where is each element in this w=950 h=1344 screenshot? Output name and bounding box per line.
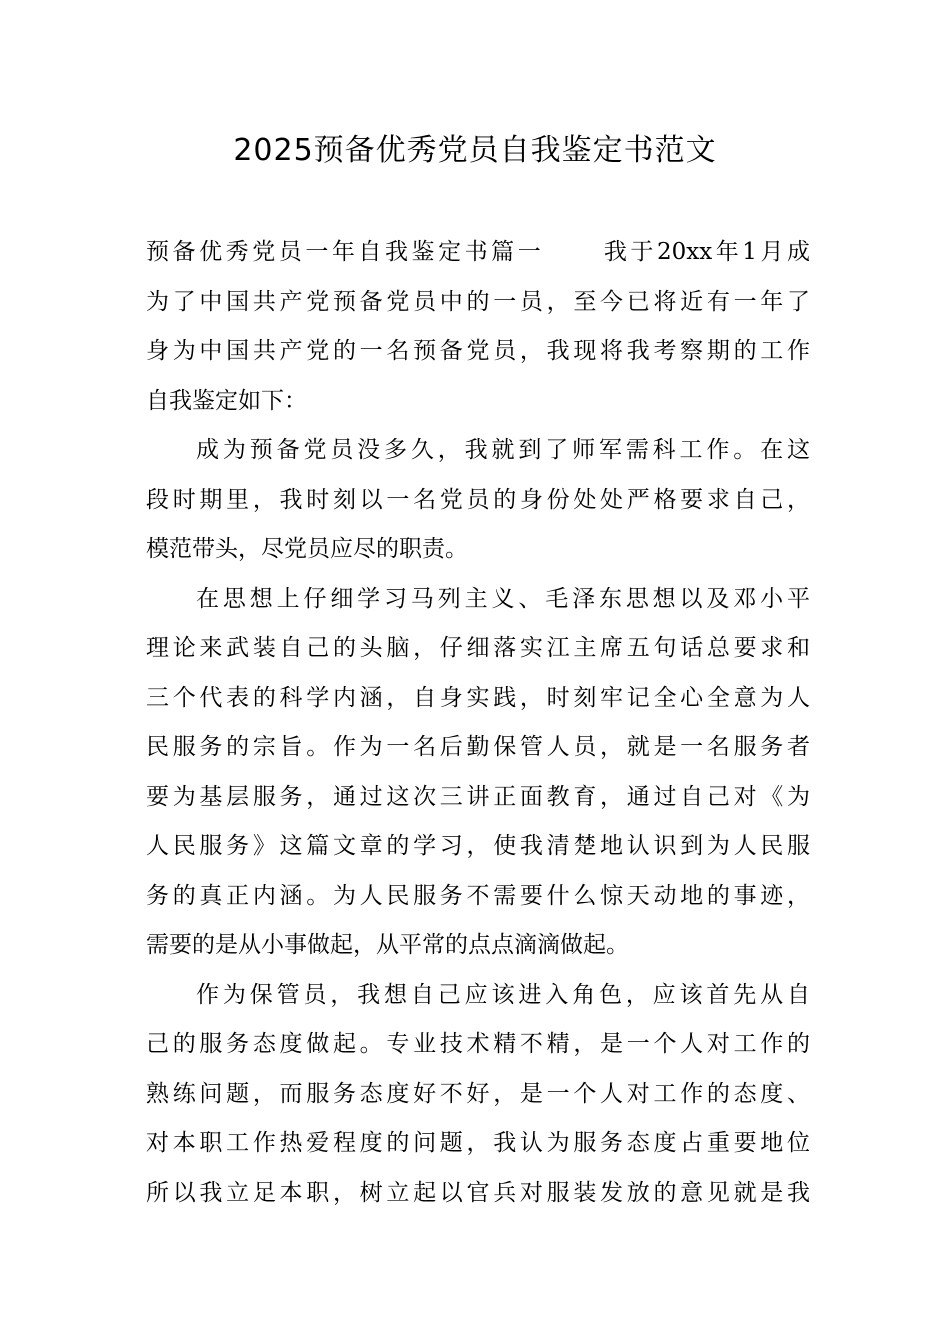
- text-line-8: 在思想上仔细学习马列主义、毛泽东思想以及邓小平: [196, 585, 810, 612]
- text-line-7: 模范带头，尽党员应尽的职责。: [146, 536, 468, 562]
- text-line-3: 身为中国共产党的一名预备党员，我现将我考察期的工作: [146, 338, 810, 364]
- document-title: 2025预备优秀党员自我鉴定书范文: [233, 133, 717, 168]
- text-line-20: 所以我立足本职，树立起以官兵对服装发放的意见就是我: [146, 1179, 810, 1206]
- text-line-16: 作为保管员，我想自己应该进入角色，应该首先从自: [196, 981, 810, 1008]
- text-line-14: 务的真正内涵。为人民服务不需要什么惊天动地的事迹，: [146, 882, 810, 909]
- text-line-10: 三个代表的科学内涵，自身实践，时刻牢记全心全意为人: [146, 684, 810, 711]
- text-line-15: 需要的是从小事做起，从平常的点点滴滴做起。: [146, 932, 629, 958]
- text-line-11: 民服务的宗旨。作为一名后勤保管人员，就是一名服务者: [146, 734, 810, 760]
- text-line-18: 熟练问题，而服务态度好不好，是一个人对工作的态度、: [146, 1080, 810, 1107]
- text-line-5: 成为预备党员没多久，我就到了师军需科工作。在这: [196, 437, 810, 463]
- section-heading: 预备优秀党员一年自我鉴定书篇一: [146, 239, 545, 265]
- text-line-1: [146, 228, 810, 278]
- text-line-6: 段时期里，我时刻以一名党员的身份处处严格要求自己，: [146, 486, 810, 513]
- text-line-2: 为了中国共产党预备党员中的一员，至今已将近有一年了: [146, 288, 810, 315]
- text-line-17: 己的服务态度做起。专业技术精不精，是一个人对工作的: [146, 1031, 810, 1057]
- text-line-4: 自我鉴定如下：: [146, 387, 307, 414]
- text-line-9: 理论来武装自己的头脑，仔细落实江主席五句话总要求和: [146, 635, 810, 661]
- document-body: [146, 228, 810, 1218]
- text-line-13: 人民服务》这篇文章的学习，使我清楚地认识到为人民服: [146, 833, 810, 859]
- text-line-12: 要为基层服务，通过这次三讲正面教育，通过自己对《为: [146, 783, 810, 810]
- section-first-sentence: 我于20xx年1月成: [600, 239, 810, 265]
- text-line-19: 对本职工作热爱程度的问题，我认为服务态度占重要地位: [146, 1130, 810, 1156]
